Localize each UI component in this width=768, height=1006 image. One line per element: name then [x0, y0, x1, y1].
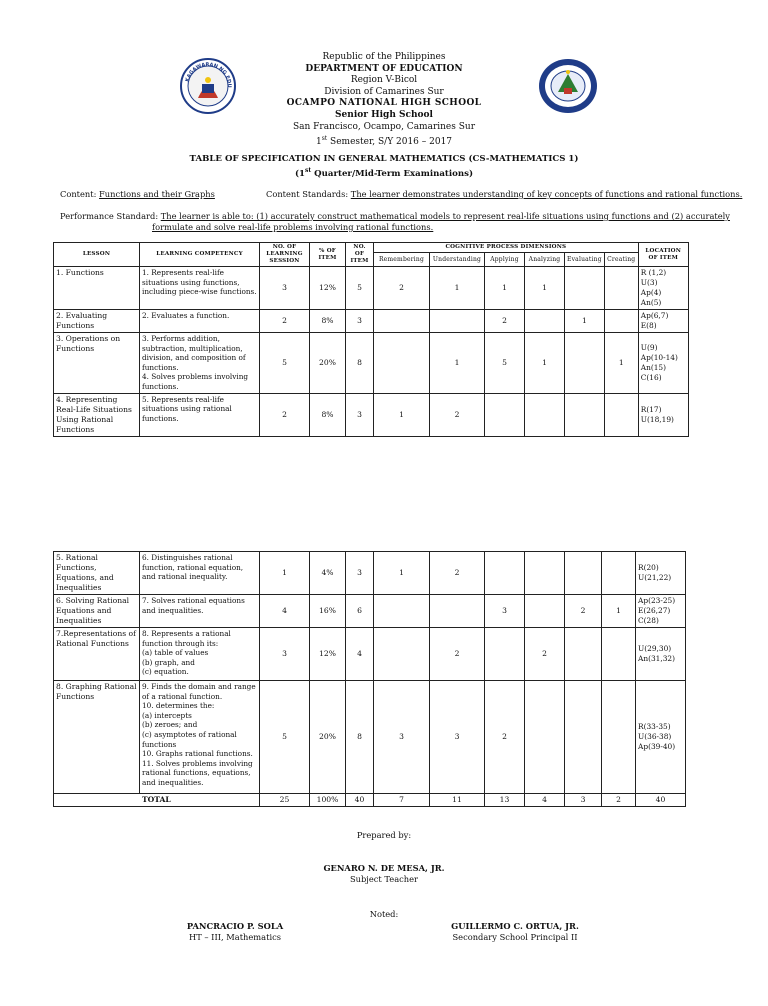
analyzing-cell: [525, 681, 565, 794]
semester-suffix: st: [321, 135, 328, 143]
region-line: Region V-Bicol: [350, 75, 418, 86]
header-creating: Creating: [604, 253, 638, 267]
title-sub: [0, 165, 768, 180]
total-applying: 13: [485, 794, 525, 807]
analyzing-cell: 1: [525, 267, 565, 310]
applying-cell: [485, 393, 525, 436]
performance-value-2: formulate and solve real-life problems involving rational functions.: [152, 222, 434, 232]
applying-cell: 1: [485, 267, 525, 310]
understanding-cell: 1: [430, 333, 485, 394]
performance-standard-line-2: [152, 222, 433, 233]
header-competency: LEARNING COMPETENCY: [140, 243, 260, 267]
header-sessions: NO. OF LEARNING SESSION: [260, 243, 310, 267]
understanding-cell: [430, 310, 485, 333]
understanding-cell: [430, 595, 485, 628]
lesson-cell: 2. Evaluating Functions: [54, 310, 140, 333]
applying-cell: [485, 628, 525, 681]
location-cell: Ap(23-25) E(26,27) C(28): [636, 595, 686, 628]
header-applying: Applying: [485, 253, 525, 267]
understanding-cell: 1: [430, 267, 485, 310]
percent-cell: 16%: [310, 595, 346, 628]
table-row: [54, 267, 689, 310]
evaluating-cell: [565, 681, 602, 794]
total-label: [54, 794, 260, 807]
noter2-name: GUILLERMO C. ORTUA, JR.: [451, 921, 579, 931]
performance-label: Performance Standard:: [60, 211, 161, 221]
location-cell: Ap(6,7) E(8): [638, 310, 688, 333]
specification-table-part2: [53, 551, 686, 807]
content-value: Functions and their Graphs: [99, 189, 215, 199]
competency-cell: 9. Finds the domain and range of a rational function. 10. determines the: (a) intercepts (b) zeroes; and (c) asymptotes of rational functions 10. Graphs rational functions. 11. Solves problems involving rational functions, equations, and inequalities.: [140, 681, 260, 794]
competency-cell: 3. Performs addition, subtraction, multiplication, division, and composition of functions. 4. Solves problems involving functions.: [140, 333, 260, 394]
school-name: OCAMPO NATIONAL HIGH SCHOOL: [286, 98, 482, 109]
creating-cell: 1: [604, 333, 638, 394]
items-cell: 8: [346, 681, 374, 794]
analyzing-cell: [525, 393, 565, 436]
total-remembering: 7: [374, 794, 430, 807]
creating-cell: [602, 681, 636, 794]
remembering-cell: [374, 595, 430, 628]
total-analyzing: 4: [525, 794, 565, 807]
competency-cell: 6. Distinguishes rational function, rational equation, and rational inequality.: [140, 552, 260, 595]
table-row: [54, 681, 686, 794]
analyzing-cell: [525, 310, 565, 333]
specification-table-part1: [53, 242, 689, 437]
location-cell: U(9) Ap(10-14) An(15) C(16): [638, 333, 688, 394]
lesson-cell: 1. Functions: [54, 267, 140, 310]
letterhead: [0, 52, 768, 149]
creating-cell: 1: [602, 595, 636, 628]
school-level: Senior High School: [335, 109, 433, 120]
header-location: LOCATION OF ITEM: [638, 243, 688, 267]
remembering-cell: [374, 310, 430, 333]
evaluating-cell: [565, 628, 602, 681]
noter1-title: HT – III, Mathematics: [188, 932, 282, 942]
document-title: [0, 154, 768, 180]
total-understanding: 11: [430, 794, 485, 807]
creating-cell: [602, 552, 636, 595]
title-sub-open: (1: [294, 168, 305, 179]
items-cell: 8: [346, 333, 374, 394]
sessions-cell: 2: [260, 310, 310, 333]
title-sub-suffix: st: [305, 167, 312, 174]
competency-cell: 1. Represents real-life situations using functions, including piece-wise functions.: [140, 267, 260, 310]
lesson-cell: 4. Representing Real-Life Situations Using Rational Functions: [54, 393, 140, 436]
competency-cell: 7. Solves rational equations and inequalities.: [140, 595, 260, 628]
preparer-title: Subject Teacher: [349, 874, 419, 884]
school-address: San Francisco, Ocampo, Camarines Sur: [292, 121, 476, 132]
applying-cell: 2: [485, 310, 525, 333]
noter1-name: PANCRACIO P. SOLA: [186, 921, 284, 931]
total-percent: 100%: [310, 794, 346, 807]
sessions-cell: 1: [260, 552, 310, 595]
items-cell: 6: [346, 595, 374, 628]
remembering-cell: [374, 628, 430, 681]
items-cell: 3: [346, 310, 374, 333]
items-cell: 4: [346, 628, 374, 681]
noter2-title: Secondary School Principal II: [452, 932, 578, 942]
total-location: 40: [636, 794, 686, 807]
header-dimensions: COGNITIVE PROCESS DIMENSIONS: [374, 243, 639, 253]
location-cell: U(29,30) An(31,32): [636, 628, 686, 681]
evaluating-cell: 2: [565, 595, 602, 628]
percent-cell: 20%: [310, 333, 346, 394]
table-row: [54, 552, 686, 595]
location-cell: R(17) U(18,19): [638, 393, 688, 436]
applying-cell: 3: [485, 595, 525, 628]
creating-cell: [602, 628, 636, 681]
division-line: Division of Camarines Sur: [324, 86, 444, 97]
creating-cell: [604, 267, 638, 310]
sessions-cell: 3: [260, 267, 310, 310]
header-understanding: Understanding: [430, 253, 485, 267]
remembering-cell: 2: [374, 267, 430, 310]
applying-cell: 5: [485, 333, 525, 394]
creating-cell: [604, 310, 638, 333]
remembering-cell: [374, 333, 430, 394]
sessions-cell: 5: [260, 681, 310, 794]
header-analyzing: Analyzing: [525, 253, 565, 267]
applying-cell: [485, 552, 525, 595]
analyzing-cell: [525, 552, 565, 595]
performance-standard-line: [60, 211, 730, 222]
prepared-by-label: Prepared by:: [356, 830, 412, 840]
total-label-text: TOTAL: [142, 795, 171, 804]
table-row: [54, 628, 686, 681]
lesson-cell: 3. Operations on Functions: [54, 333, 140, 394]
performance-value-1: The learner is able to: (1) accurately construct mathematical models to represent real-life situations using functions and (2) accurately: [160, 211, 730, 221]
prepared-by-block: [284, 830, 484, 885]
lesson-cell: 7.Representations of Rational Functions: [54, 628, 140, 681]
total-sessions: 25: [260, 794, 310, 807]
lesson-cell: 8. Graphing Rational Functions: [54, 681, 140, 794]
evaluating-cell: [565, 552, 602, 595]
evaluating-cell: [565, 267, 605, 310]
deped-seal-text: KAGAWARAN NG EDU: [184, 61, 233, 88]
noted-label: Noted:: [369, 909, 399, 919]
republic-line: Republic of the Philippines: [322, 52, 446, 62]
total-creating: 2: [602, 794, 636, 807]
applying-cell: 2: [485, 681, 525, 794]
location-cell: R(20) U(21,22): [636, 552, 686, 595]
analyzing-cell: 1: [525, 333, 565, 394]
sessions-cell: 3: [260, 628, 310, 681]
semester-number: 1: [315, 137, 322, 148]
content-standards-label: Content Standards:: [266, 189, 351, 199]
semester-line: [0, 133, 768, 149]
understanding-cell: 3: [430, 681, 485, 794]
lesson-cell: 5. Rational Functions, Equations, and Inequalities: [54, 552, 140, 595]
remembering-cell: 1: [374, 393, 430, 436]
table-row: [54, 393, 689, 436]
percent-cell: 8%: [310, 310, 346, 333]
competency-cell: 8. Represents a rational function through its: (a) table of values (b) graph, and (c) equation.: [140, 628, 260, 681]
title-main: TABLE OF SPECIFICATION IN GENERAL MATHEMATICS (CS-MATHEMATICS 1): [189, 154, 579, 164]
evaluating-cell: [565, 393, 605, 436]
understanding-cell: 2: [430, 628, 485, 681]
department-line: DEPARTMENT OF EDUCATION: [305, 63, 463, 74]
header-lesson: LESSON: [54, 243, 140, 267]
percent-cell: 20%: [310, 681, 346, 794]
title-sub-rest: Quarter/Mid-Term Examinations): [311, 168, 474, 179]
items-cell: 3: [346, 393, 374, 436]
content-standards-line: [266, 189, 742, 200]
table-row: [54, 595, 686, 628]
header-items: NO. OF ITEM: [346, 243, 374, 267]
total-row: [54, 794, 686, 807]
content-standards-value: The learner demonstrates understanding of key concepts of functions and rational functions.: [350, 189, 743, 199]
competency-cell: 2. Evaluates a function.: [140, 310, 260, 333]
remembering-cell: 1: [374, 552, 430, 595]
sessions-cell: 2: [260, 393, 310, 436]
header-percent: % OF ITEM: [310, 243, 346, 267]
preparer-name: GENARO N. DE MESA, JR.: [323, 863, 445, 873]
location-cell: R (1,2) U(3) Ap(4) An(5): [638, 267, 688, 310]
understanding-cell: 2: [430, 393, 485, 436]
understanding-cell: 2: [430, 552, 485, 595]
creating-cell: [604, 393, 638, 436]
header-evaluating: Evaluating: [565, 253, 605, 267]
items-cell: 5: [346, 267, 374, 310]
sessions-cell: 5: [260, 333, 310, 394]
noter2-block: [420, 921, 610, 943]
content-line: [60, 189, 215, 200]
total-items: 40: [346, 794, 374, 807]
items-cell: 3: [346, 552, 374, 595]
percent-cell: 12%: [310, 628, 346, 681]
header-remembering: Remembering: [374, 253, 430, 267]
analyzing-cell: 2: [525, 628, 565, 681]
sessions-cell: 4: [260, 595, 310, 628]
competency-cell: 5. Represents real-life situations using rational functions.: [140, 393, 260, 436]
total-evaluating: 3: [565, 794, 602, 807]
table-row: [54, 310, 689, 333]
noter1-block: [140, 921, 330, 943]
semester-text: Semester, S/Y 2016 – 2017: [327, 137, 453, 148]
percent-cell: 8%: [310, 393, 346, 436]
content-label: Content:: [60, 189, 100, 199]
percent-cell: 12%: [310, 267, 346, 310]
evaluating-cell: [565, 333, 605, 394]
table-row: [54, 333, 689, 394]
percent-cell: 4%: [310, 552, 346, 595]
remembering-cell: 3: [374, 681, 430, 794]
location-cell: R(33-35) U(36-38) Ap(39-40): [636, 681, 686, 794]
analyzing-cell: [525, 595, 565, 628]
lesson-cell: 6. Solving Rational Equations and Inequalities: [54, 595, 140, 628]
evaluating-cell: 1: [565, 310, 605, 333]
